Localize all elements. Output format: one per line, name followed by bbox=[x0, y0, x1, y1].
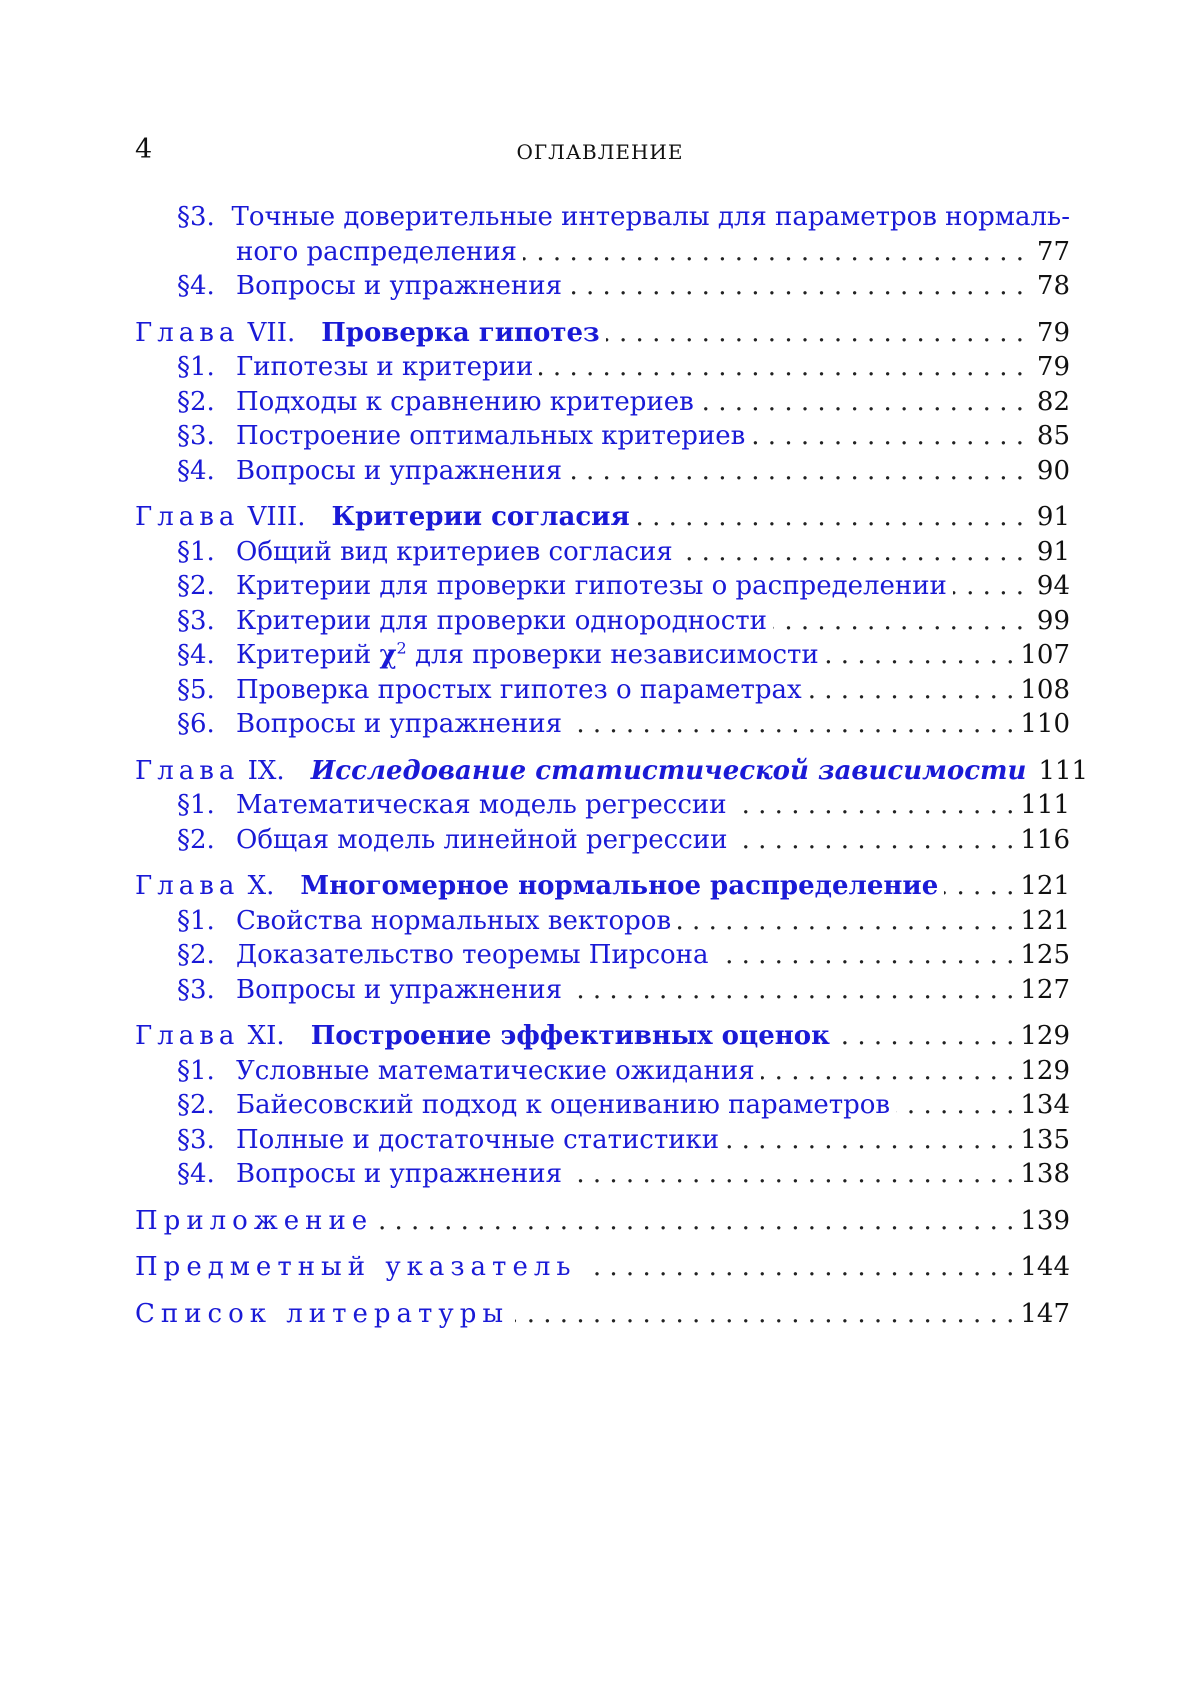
table-of-contents bbox=[135, 200, 1089, 1331]
toc-entry-ch6-s3[interactable] bbox=[135, 200, 1070, 235]
section-number: §3. bbox=[177, 974, 215, 1005]
chapter-title: Многомерное нормальное распределение bbox=[300, 871, 939, 901]
toc-entry-ch7-s1[interactable] bbox=[135, 350, 1070, 385]
section-number: §1. bbox=[177, 1055, 215, 1086]
section-title: Доказательство теоремы Пирсона bbox=[236, 940, 709, 970]
toc-entry-ch11-s1[interactable] bbox=[135, 1054, 1070, 1089]
chapter-title: Проверка гипотез bbox=[321, 317, 600, 348]
page-ref: 99 bbox=[1036, 605, 1070, 636]
section-number: §4. bbox=[177, 271, 215, 301]
page-ref: 108 bbox=[1020, 674, 1070, 705]
toc-entry-ch10-s3[interactable] bbox=[135, 973, 1070, 1008]
chapter-label: Глава bbox=[135, 502, 240, 532]
page-ref: 129 bbox=[1020, 1021, 1070, 1051]
dot-leader bbox=[733, 788, 1015, 823]
page-ref: 134 bbox=[1020, 1090, 1070, 1120]
section-title: Проверка простых гипотез о параметрах bbox=[236, 674, 802, 705]
section-title: Вопросы и упражнения bbox=[236, 271, 562, 301]
section-title-pre: Критерий bbox=[236, 640, 380, 670]
dot-leader bbox=[944, 869, 1014, 904]
page-ref: 79 bbox=[1036, 352, 1070, 382]
dot-leader bbox=[896, 1088, 1014, 1123]
section-number: §1. bbox=[177, 536, 215, 567]
toc-entry-ch7-s2[interactable] bbox=[135, 385, 1070, 420]
section-number: §3. bbox=[177, 202, 215, 232]
chapter-number: IX. bbox=[247, 755, 285, 786]
dot-leader bbox=[679, 535, 1024, 570]
section-title: Вопросы и упражнения bbox=[236, 455, 562, 486]
page-ref: 116 bbox=[1020, 824, 1070, 855]
section-number: §5. bbox=[177, 674, 215, 705]
section-number: §1. bbox=[177, 905, 215, 936]
subject-index-title: Предметный указатель bbox=[135, 1252, 577, 1282]
dot-leader bbox=[773, 604, 1024, 639]
section-number: §3. bbox=[177, 421, 215, 451]
toc-subject-index[interactable] bbox=[135, 1250, 1070, 1285]
appendix-title: Приложение bbox=[135, 1205, 374, 1236]
page-ref: 135 bbox=[1020, 1124, 1070, 1155]
chapter-number: X. bbox=[247, 871, 275, 901]
toc-chapter-9[interactable] bbox=[135, 754, 1089, 789]
page-ref: 78 bbox=[1036, 271, 1070, 301]
toc-entry-ch10-s1[interactable] bbox=[135, 904, 1070, 939]
toc-entry-ch6-s3-continued[interactable] bbox=[135, 235, 1070, 270]
section-number: §2. bbox=[177, 940, 215, 970]
chapter-number: VII. bbox=[247, 317, 296, 348]
section-title: Общий вид критериев согласия bbox=[236, 536, 673, 567]
page-ref: 129 bbox=[1020, 1055, 1070, 1086]
chapter-label: Глава bbox=[135, 1021, 240, 1051]
page-ref: 111 bbox=[1020, 790, 1070, 820]
section-title: Математическая модель регрессии bbox=[236, 790, 727, 820]
section-number: §6. bbox=[177, 709, 215, 739]
toc-entry-ch9-s2[interactable] bbox=[135, 823, 1070, 858]
dot-leader bbox=[568, 454, 1024, 489]
dot-leader bbox=[825, 638, 1015, 673]
page-ref: 138 bbox=[1020, 1159, 1070, 1189]
chapter-title: Построение эффективных оценок bbox=[310, 1021, 830, 1051]
toc-entry-ch6-s4[interactable] bbox=[135, 269, 1070, 304]
page-ref: 94 bbox=[1036, 571, 1070, 601]
toc-entry-ch8-s5[interactable] bbox=[135, 673, 1070, 708]
toc-entry-ch7-s3[interactable] bbox=[135, 419, 1070, 454]
section-title: Критерии для проверки однородности bbox=[236, 605, 767, 636]
chapter-label: Глава bbox=[135, 871, 240, 901]
chapter-label: Глава bbox=[135, 317, 240, 348]
toc-entry-ch8-s6[interactable] bbox=[135, 707, 1070, 742]
page-ref: 121 bbox=[1020, 905, 1070, 936]
toc-chapter-11[interactable] bbox=[135, 1019, 1070, 1054]
dot-leader bbox=[515, 1297, 1014, 1332]
chapter-label: Глава bbox=[135, 755, 240, 786]
dot-leader bbox=[751, 419, 1024, 454]
section-number: §1. bbox=[177, 352, 215, 382]
toc-entry-ch8-s3[interactable] bbox=[135, 604, 1070, 639]
dot-leader bbox=[953, 569, 1024, 604]
section-title: Полные и достаточные статистики bbox=[236, 1124, 720, 1155]
section-title: Свойства нормальных векторов bbox=[236, 905, 672, 936]
section-title: Гипотезы и критерии bbox=[236, 352, 534, 382]
toc-chapter-7[interactable] bbox=[135, 316, 1070, 351]
section-number: §1. bbox=[177, 790, 215, 820]
chapter-title: Критерии согласия bbox=[331, 502, 630, 532]
section-title-post: для проверки независимости bbox=[406, 640, 819, 670]
page-ref: 110 bbox=[1020, 709, 1070, 739]
page-ref: 144 bbox=[1020, 1252, 1070, 1282]
superscript: 2 bbox=[396, 638, 407, 658]
page-ref: 77 bbox=[1036, 236, 1070, 267]
section-title: Вопросы и упражнения bbox=[236, 709, 562, 739]
page-ref: 91 bbox=[1036, 502, 1070, 532]
dot-leader bbox=[725, 1123, 1014, 1158]
section-number: §2. bbox=[177, 1090, 215, 1120]
chapter-title: Исследование статистической зависимости bbox=[310, 755, 1027, 786]
section-number: §4. bbox=[177, 640, 215, 670]
dot-leader bbox=[523, 235, 1024, 270]
toc-entry-ch11-s4[interactable] bbox=[135, 1157, 1070, 1192]
page-ref: 90 bbox=[1036, 455, 1070, 486]
toc-entry-ch10-s2[interactable] bbox=[135, 938, 1070, 973]
page-ref: 82 bbox=[1036, 386, 1070, 417]
dot-leader bbox=[568, 1157, 1014, 1192]
page-ref: 121 bbox=[1020, 871, 1070, 901]
page-ref: 147 bbox=[1020, 1298, 1070, 1329]
dot-leader bbox=[836, 1019, 1014, 1054]
dot-leader bbox=[677, 904, 1014, 939]
section-title: Построение оптимальных критериев bbox=[236, 421, 746, 451]
page-ref: 125 bbox=[1020, 940, 1070, 970]
dot-leader bbox=[733, 823, 1014, 858]
page-ref: 79 bbox=[1036, 317, 1070, 348]
dot-leader bbox=[379, 1204, 1014, 1239]
section-title: Критерии для проверки гипотезы о распределении bbox=[236, 571, 947, 601]
page-ref: 139 bbox=[1020, 1205, 1070, 1236]
toc-chapter-10[interactable] bbox=[135, 869, 1070, 904]
running-head: ОГЛАВЛЕНИЕ bbox=[516, 140, 684, 164]
section-title: Вопросы и упражнения bbox=[236, 1159, 562, 1189]
section-number: §3. bbox=[177, 605, 215, 636]
toc-entry-ch9-s1[interactable] bbox=[135, 788, 1070, 823]
page-number: 4 bbox=[135, 134, 153, 165]
page-ref: 91 bbox=[1036, 536, 1070, 567]
section-title: Подходы к сравнению критериев bbox=[236, 386, 694, 417]
dot-leader bbox=[700, 385, 1024, 420]
page-ref: 111 bbox=[1038, 755, 1089, 786]
bibliography-title: Список литературы bbox=[135, 1298, 510, 1329]
dot-leader bbox=[636, 500, 1024, 535]
dot-leader bbox=[568, 973, 1014, 1008]
section-number: §3. bbox=[177, 1124, 215, 1155]
dot-leader bbox=[761, 1054, 1015, 1089]
section-title bbox=[236, 638, 819, 673]
dot-leader bbox=[539, 350, 1024, 385]
section-title: Условные математические ожидания bbox=[236, 1055, 755, 1086]
section-number: §4. bbox=[177, 1159, 215, 1189]
toc-bibliography[interactable] bbox=[135, 1297, 1070, 1332]
dot-leader bbox=[568, 269, 1024, 304]
dot-leader bbox=[583, 1250, 1015, 1285]
dot-leader bbox=[568, 707, 1014, 742]
page-ref: 85 bbox=[1036, 421, 1070, 451]
toc-entry-ch8-s1[interactable] bbox=[135, 535, 1070, 570]
section-title: Точные доверительные интервалы для параметров нормаль- bbox=[231, 202, 1070, 232]
section-number: §2. bbox=[177, 386, 215, 417]
section-title: Общая модель линейной регрессии bbox=[236, 824, 728, 855]
section-title-continued: ного распределения bbox=[236, 236, 517, 267]
section-title: Байесовский подход к оцениванию параметров bbox=[236, 1090, 891, 1120]
toc-entry-ch8-s2[interactable] bbox=[135, 569, 1070, 604]
toc-entry-ch7-s4[interactable] bbox=[135, 454, 1070, 489]
toc-appendix[interactable] bbox=[135, 1204, 1070, 1239]
section-title: Вопросы и упражнения bbox=[236, 974, 562, 1005]
section-number: §2. bbox=[177, 571, 215, 601]
toc-entry-ch11-s2[interactable] bbox=[135, 1088, 1070, 1123]
page-ref: 127 bbox=[1020, 974, 1070, 1005]
toc-chapter-8[interactable] bbox=[135, 500, 1070, 535]
toc-entry-ch11-s3[interactable] bbox=[135, 1123, 1070, 1158]
page-ref: 107 bbox=[1020, 640, 1070, 670]
section-number: §2. bbox=[177, 824, 215, 855]
chapter-number: XI. bbox=[247, 1021, 285, 1051]
toc-entry-ch8-s4[interactable] bbox=[135, 638, 1070, 673]
dot-leader bbox=[606, 316, 1024, 351]
dot-leader bbox=[715, 938, 1015, 973]
chi-symbol: χ bbox=[379, 640, 397, 670]
dot-leader bbox=[808, 673, 1015, 708]
section-number: §4. bbox=[177, 455, 215, 486]
chapter-number: VIII. bbox=[247, 502, 306, 532]
